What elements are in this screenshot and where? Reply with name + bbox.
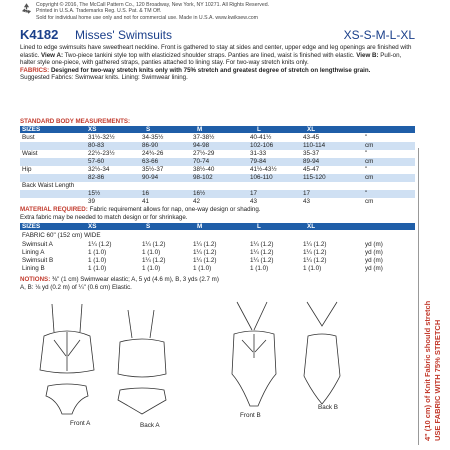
unit: yd (m) (365, 265, 383, 272)
table-cell: 45-47 (303, 166, 320, 173)
table-row (20, 190, 415, 198)
table-cell: 1 (1.0) (142, 265, 161, 272)
table-cell: 1¼ (1.2) (193, 241, 217, 248)
table-cell: 31-33 (250, 150, 267, 157)
table-cell: 34-35½ (142, 134, 164, 141)
table-cell: 43-45 (303, 134, 320, 141)
table-cell: 63-66 (142, 158, 159, 165)
front-b-sketch (232, 302, 276, 406)
table-cell: 37-38½ (193, 134, 215, 141)
row-label: Lining A (22, 249, 45, 256)
caption-back-b: Back B (318, 404, 338, 411)
pattern-name: Misses' Swimsuits (75, 28, 172, 42)
table-cell: 31½-32½ (88, 134, 115, 141)
table-cell: 79-84 (250, 158, 267, 165)
unit: cm (365, 142, 374, 149)
table-cell: 1 (1.0) (88, 257, 107, 264)
table-cell: 1¼ (1.2) (88, 241, 112, 248)
row-label: Lining B (22, 265, 45, 272)
back-a-sketch (118, 310, 166, 414)
table-cell: 57-60 (88, 158, 105, 165)
unit: " (365, 134, 368, 141)
notions-section (20, 276, 415, 291)
back-b-sketch (304, 302, 340, 404)
material-heading: MATERIAL REQUIRED: (20, 206, 88, 213)
material-sizes-bar (20, 223, 415, 230)
unit: " (365, 190, 368, 197)
sizes-bar (20, 126, 415, 133)
caption-back-a: Back A (140, 422, 160, 429)
table-cell: 43 (303, 198, 311, 205)
notions-line-1: ⅜" (1 cm) Swimwear elastic; A, 5 yd (4.6 m), B, 3 yds (2.7 m) (51, 276, 219, 283)
table-cell: 115-120 (303, 174, 326, 181)
unit: yd (m) (365, 249, 383, 256)
table-cell: 98-102 (193, 174, 213, 181)
table-row (20, 150, 415, 158)
table-cell: 1 (1.0) (303, 265, 322, 272)
table-cell: 17 (250, 190, 258, 197)
size-col: M (197, 126, 203, 133)
size-range: XS-S-M-L-XL (343, 28, 415, 42)
size-col: S (146, 126, 151, 133)
row-label: Hip (22, 166, 32, 173)
table-cell: 1¼ (1.2) (193, 249, 217, 256)
table-cell: 106-110 (250, 174, 273, 181)
unit: yd (m) (365, 241, 383, 248)
size-col: S (146, 223, 151, 230)
row-label: Waist (22, 150, 38, 157)
table-cell: 1¼ (1.2) (303, 257, 327, 264)
table-cell: 16 (142, 190, 150, 197)
size-col: M (197, 223, 203, 230)
table-row (20, 142, 415, 150)
table-cell: 40-41½ (250, 134, 272, 141)
material-note-2: Extra fabric may be needed to match design or for shrinkage. (20, 213, 188, 221)
front-a-sketch (40, 304, 94, 414)
table-cell: 1¼ (1.2) (303, 249, 327, 256)
material-note-1: Fabric requirement allows for nap, one-way design or shading. (89, 206, 261, 213)
unit: cm (365, 158, 374, 165)
description (20, 44, 415, 82)
unit: cm (365, 174, 374, 181)
legal-line: Copyright © 2016, The McCall Pattern Co., 120 Broadway, New York, NY 10271. All Rights Reserved. (36, 2, 270, 8)
legal-line: Printed in U.S.A. Trademarks Reg. U.S. Pat. & TM Off. (36, 8, 162, 15)
size-col: L (257, 126, 261, 133)
table-cell: 41½-43½ (250, 166, 277, 173)
table-cell: 39 (88, 198, 96, 205)
table-cell: 1¼ (1.2) (250, 249, 274, 256)
stretch-gauge (418, 148, 445, 445)
fabrics-label: FABRICS: (20, 66, 50, 74)
table-cell: 17 (303, 190, 311, 197)
table-cell: 15½ (88, 190, 101, 197)
table-cell: 80-83 (88, 142, 105, 149)
row-label: Swimsuit A (22, 241, 53, 248)
table-cell: 86-90 (142, 142, 159, 149)
table-row (20, 257, 415, 265)
row-label: Bust (22, 134, 35, 141)
table-row (20, 174, 415, 182)
table-cell: 35½-37 (142, 166, 164, 173)
table-row (20, 249, 415, 257)
table-cell: 1¼ (1.2) (250, 241, 274, 248)
legal-line: Sold for individual home use only and not for commercial use. Made in U.S.A. www.kwiksew.com (36, 14, 259, 21)
material-section (20, 206, 415, 221)
stretch-gauge-text: 4" (10 cm) of Knit Fabric should stretch (423, 300, 432, 441)
table-row (20, 182, 415, 190)
view-a-label: View A: (41, 51, 64, 59)
table-cell: 102-106 (250, 142, 274, 149)
row-label: Back Waist Length (22, 182, 75, 189)
row-label: Swimsuit B (22, 257, 54, 264)
view-b-text: Pull-on, halter style one-piece, with gathered straps, panties attached to lining stay. For two-way stretch knits only. (20, 51, 402, 67)
table-cell: 41 (142, 198, 150, 205)
table-cell: 24¾-26 (142, 150, 164, 157)
garment-sketches (22, 296, 412, 426)
caption-front-a: Front A (70, 420, 91, 427)
table-cell: 1 (1.0) (250, 265, 269, 272)
table-cell: 1 (1.0) (88, 265, 107, 272)
notions-label: NOTIONS: (20, 276, 51, 283)
size-col: XL (307, 223, 316, 230)
table-cell: 38½-40 (193, 166, 215, 173)
size-col: XS (88, 223, 97, 230)
table-cell: 32½-34 (88, 166, 110, 173)
description-intro: Lined to edge swimsuits have sweetheart neckline. Front is gathered to stay at sides and center, upper edge and leg openings are finished with elastic. (20, 44, 412, 59)
sizes-label: SIZES (22, 223, 41, 230)
table-row (20, 158, 415, 166)
table-cell: 94-98 (193, 142, 210, 149)
table-cell: 1¼ (1.2) (142, 241, 166, 248)
table-cell: 1¼ (1.2) (250, 257, 274, 264)
table-cell: 1 (1.0) (88, 249, 107, 256)
table-cell: 16½ (193, 190, 206, 197)
caption-front-b: Front B (240, 412, 261, 419)
fabric-width: FABRIC 60" (152 cm) WIDE (22, 232, 101, 239)
table-cell: 90-94 (142, 174, 159, 181)
title-row (20, 27, 415, 43)
table-cell: 1¼ (1.2) (142, 257, 166, 264)
size-col: XL (307, 126, 316, 133)
legal-text (36, 2, 269, 21)
table-row (20, 265, 415, 273)
table-cell: 35-37 (303, 150, 320, 157)
table-cell: 43 (250, 198, 258, 205)
table-cell: 1 (1.0) (193, 265, 212, 272)
unit: cm (365, 198, 374, 205)
size-col: L (257, 223, 261, 230)
table-row (20, 198, 415, 206)
notions-line-2: A, B: ⅛ yd (0.2 m) of ¼" (0.6 cm) Elastic. (20, 283, 132, 291)
table-cell: 42 (193, 198, 201, 205)
table-cell: 27½-29 (193, 150, 215, 157)
table-cell: 70-74 (193, 158, 210, 165)
table-cell: 82-86 (88, 174, 105, 181)
suggested-fabrics: Suggested Fabrics: Swimwear knits. Lining: Swimwear lining. (20, 74, 188, 82)
table-cell: 1¼ (1.2) (193, 257, 217, 264)
table-cell: 89-94 (303, 158, 320, 165)
unit: " (365, 150, 368, 157)
table-cell: 22½-23½ (88, 150, 115, 157)
table-cell: 1 (1.0) (142, 249, 161, 256)
body-measurements-heading: STANDARD BODY MEASUREMENTS: (20, 118, 131, 125)
table-cell: 110-114 (303, 142, 326, 149)
table-cell: 1¼ (1.2) (303, 241, 327, 248)
sizes-label: SIZES (22, 126, 41, 133)
table-row (20, 241, 415, 249)
view-a-text: Two-piece tankini style top with elasticized shoulder straps. Panties are lined, waist is finished with elastic. (64, 51, 355, 59)
size-col: XS (88, 126, 97, 133)
stretch-gauge-text-2: USE FABRIC WITH 75% STRETCH (433, 319, 442, 441)
unit: " (365, 166, 368, 173)
table-row (20, 166, 415, 174)
fabrics-text: Designed for two-way stretch knits only with 75% stretch and greatest degree of stretch on lengthwise grain. (50, 66, 371, 74)
recycle-icon (20, 2, 33, 15)
view-b-label: View B: (356, 51, 379, 59)
pattern-number: K4182 (20, 27, 59, 42)
unit: yd (m) (365, 257, 383, 264)
table-row (20, 134, 415, 142)
